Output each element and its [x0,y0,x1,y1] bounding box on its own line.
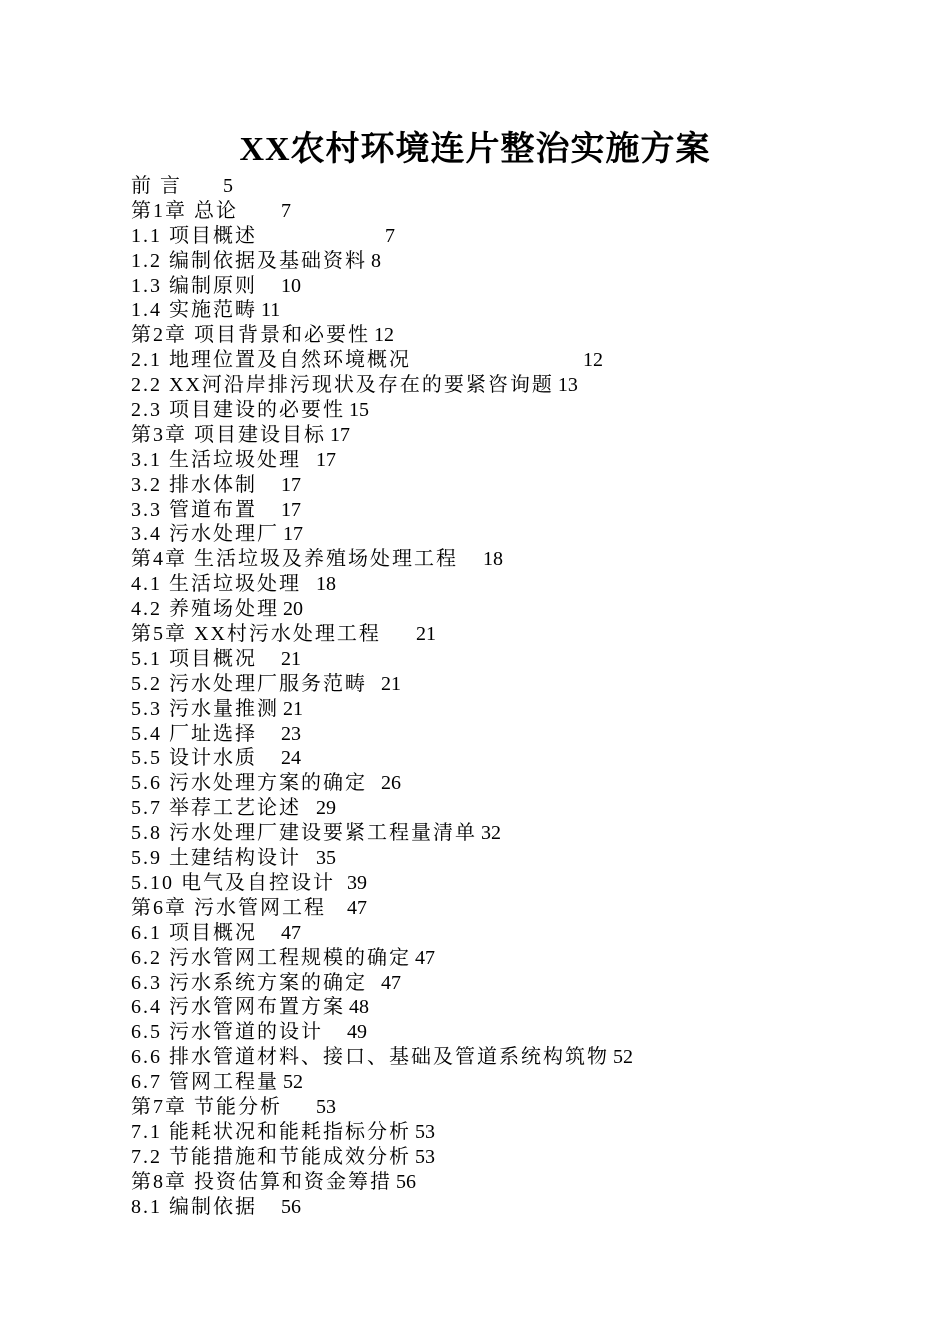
toc-entry[interactable] [131,597,633,622]
toc-entry[interactable] [131,1170,633,1195]
toc-entry-page-number: 8 [371,249,381,272]
table-of-contents [131,174,633,1219]
toc-entry[interactable] [131,174,633,199]
toc-entry[interactable] [131,348,633,373]
toc-entry[interactable] [131,946,633,971]
toc-entry[interactable] [131,274,633,299]
toc-entry[interactable] [131,547,633,572]
toc-entry-page-number: 26 [381,772,401,795]
toc-entry-title: 第5章 XX村污水处理工程 [131,623,381,646]
toc-entry[interactable] [131,1195,633,1220]
toc-entry-page-number: 47 [381,971,401,994]
toc-entry-page-number: 10 [281,274,301,297]
toc-entry-page-number: 53 [415,1120,435,1143]
toc-entry[interactable] [131,722,633,747]
toc-entry-page-number: 18 [316,573,336,596]
toc-entry-page-number: 7 [281,199,291,222]
toc-entry[interactable] [131,771,633,796]
toc-entry[interactable] [131,572,633,597]
toc-entry[interactable] [131,622,633,647]
toc-entry-title: 前 言 [131,175,182,197]
toc-entry[interactable] [131,995,633,1020]
toc-entry[interactable] [131,971,633,996]
toc-entry-page-number: 56 [281,1195,301,1218]
toc-entry-title: 5.1 项目概况 [131,647,257,670]
toc-entry-page-number: 24 [281,747,301,770]
document-title: XX农村环境连片整治实施方案 [239,131,711,168]
toc-entry[interactable] [131,398,633,423]
toc-entry-title: 第1章 总论 [131,199,238,222]
toc-entry-title: 5.6 污水处理方案的确定 [131,772,367,795]
toc-entry-title: 第4章 生活垃圾及养殖场处理工程 [131,548,458,571]
toc-entry-page-number: 7 [385,224,395,247]
toc-entry-page-number: 47 [281,921,301,944]
toc-entry-page-number: 49 [347,1021,367,1044]
toc-entry[interactable] [131,697,633,722]
toc-entry-title: 6.5 污水管道的设计 [131,1021,323,1044]
toc-entry-title: 第3章 项目建设目标 [131,423,326,446]
toc-entry[interactable] [131,1120,633,1145]
toc-entry-page-number: 21 [416,623,436,646]
toc-entry-title: 2.2 XX河沿岸排污现状及存在的要紧咨询题 [131,374,554,397]
toc-entry-title: 4.1 生活垃圾处理 [131,573,301,596]
toc-entry-page-number: 17 [283,523,303,546]
toc-entry-title: 6.3 污水系统方案的确定 [131,971,367,994]
toc-entry[interactable] [131,871,633,896]
toc-entry-page-number: 53 [316,1095,336,1118]
toc-entry-page-number: 48 [349,996,369,1019]
toc-entry[interactable] [131,522,633,547]
toc-entry-title: 3.4 污水处理厂 [131,523,279,546]
toc-entry-page-number: 47 [415,946,435,969]
toc-entry-page-number: 15 [349,399,369,422]
toc-entry-page-number: 11 [261,299,281,322]
toc-entry[interactable] [131,746,633,771]
toc-entry-page-number: 13 [557,374,578,397]
toc-entry-title: 8.1 编制依据 [131,1195,257,1218]
toc-entry[interactable] [131,796,633,821]
toc-entry-title: 5.7 举荐工艺论述 [131,797,301,820]
toc-entry-title: 1.4 实施范畴 [131,299,257,322]
toc-entry-title: 2.1 地理位置及自然环境概况 [131,349,411,372]
toc-entry[interactable] [131,199,633,224]
toc-entry-title: 第7章 节能分析 [131,1095,282,1118]
toc-entry-title: 5.5 设计水质 [131,747,257,770]
toc-entry-title: 5.10 电气及自控设计 [131,871,335,894]
toc-entry-title: 第8章 投资估算和资金筹措 [131,1170,392,1193]
toc-entry-page-number: 17 [281,473,301,496]
toc-entry-page-number: 21 [283,697,303,720]
toc-entry[interactable] [131,373,633,398]
toc-entry-page-number: 20 [283,598,303,621]
toc-entry-title: 5.9 土建结构设计 [131,847,301,870]
toc-entry-title: 6.6 排水管道材料、接口、基础及管道系统构筑物 [131,1046,609,1069]
toc-entry[interactable] [131,473,633,498]
toc-entry-title: 1.3 编制原则 [131,274,257,297]
toc-entry[interactable] [131,323,633,348]
toc-entry[interactable] [131,846,633,871]
toc-entry-page-number: 12 [374,324,394,347]
toc-entry-title: 6.1 项目概况 [131,921,257,944]
toc-entry-page-number: 29 [316,797,336,820]
toc-entry-page-number: 52 [283,1071,303,1094]
toc-entry-title: 7.2 节能措施和节能成效分析 [131,1145,411,1168]
toc-entry-page-number: 23 [281,722,301,745]
toc-entry-title: 5.8 污水处理厂建设要紧工程量清单 [131,822,477,845]
toc-entry[interactable] [131,498,633,523]
toc-entry-title: 7.1 能耗状况和能耗指标分析 [131,1120,411,1143]
toc-entry[interactable] [131,298,633,323]
toc-entry-title: 4.2 养殖场处理 [131,598,279,621]
toc-entry[interactable] [131,821,633,846]
toc-entry-page-number: 39 [347,871,367,894]
toc-entry[interactable] [131,423,633,448]
toc-entry-title: 第2章 项目背景和必要性 [131,324,370,347]
toc-entry[interactable] [131,1045,633,1070]
toc-entry[interactable] [131,224,633,249]
toc-entry[interactable] [131,921,633,946]
toc-entry[interactable] [131,1145,633,1170]
toc-entry-page-number: 53 [415,1145,435,1168]
toc-entry-page-number: 52 [613,1046,633,1069]
toc-entry-title: 6.4 污水管网布置方案 [131,996,345,1019]
toc-entry-page-number: 56 [396,1170,416,1193]
toc-entry[interactable] [131,1095,633,1120]
toc-entry[interactable] [131,896,633,921]
toc-entry-page-number: 17 [281,498,301,521]
toc-entry[interactable] [131,448,633,473]
toc-entry-title: 5.2 污水处理厂服务范畴 [131,672,367,695]
toc-entry-title: 6.2 污水管网工程规模的确定 [131,946,411,969]
toc-entry-title: 第6章 污水管网工程 [131,896,326,919]
toc-entry-title: 3.3 管道布置 [131,498,257,521]
toc-entry-title: 2.3 项目建设的必要性 [131,399,345,422]
toc-entry-page-number: 32 [481,822,501,845]
toc-entry-title: 5.3 污水量推测 [131,697,279,720]
toc-entry-page-number: 47 [347,896,367,919]
toc-entry[interactable] [131,672,633,697]
toc-entry[interactable] [131,1070,633,1095]
toc-entry-title: 3.2 排水体制 [131,473,257,496]
toc-entry-page-number: 17 [316,448,336,471]
toc-entry-page-number: 21 [381,672,401,695]
toc-entry-title: 1.1 项目概述 [131,224,257,247]
toc-entry[interactable] [131,1020,633,1045]
toc-entry[interactable] [131,647,633,672]
toc-entry-page-number: 12 [583,349,603,372]
toc-entry-page-number: 18 [483,548,503,571]
toc-entry-page-number: 17 [330,423,350,446]
toc-entry-title: 6.7 管网工程量 [131,1071,279,1094]
toc-entry-title: 3.1 生活垃圾处理 [131,448,301,471]
toc-entry-page-number: 21 [281,647,301,670]
toc-entry-title: 5.4 厂址选择 [131,722,257,745]
toc-entry-page-number: 5 [223,175,233,197]
toc-entry-title: 1.2 编制依据及基础资料 [131,249,367,272]
toc-entry[interactable] [131,249,633,274]
toc-entry-page-number: 35 [316,847,336,870]
